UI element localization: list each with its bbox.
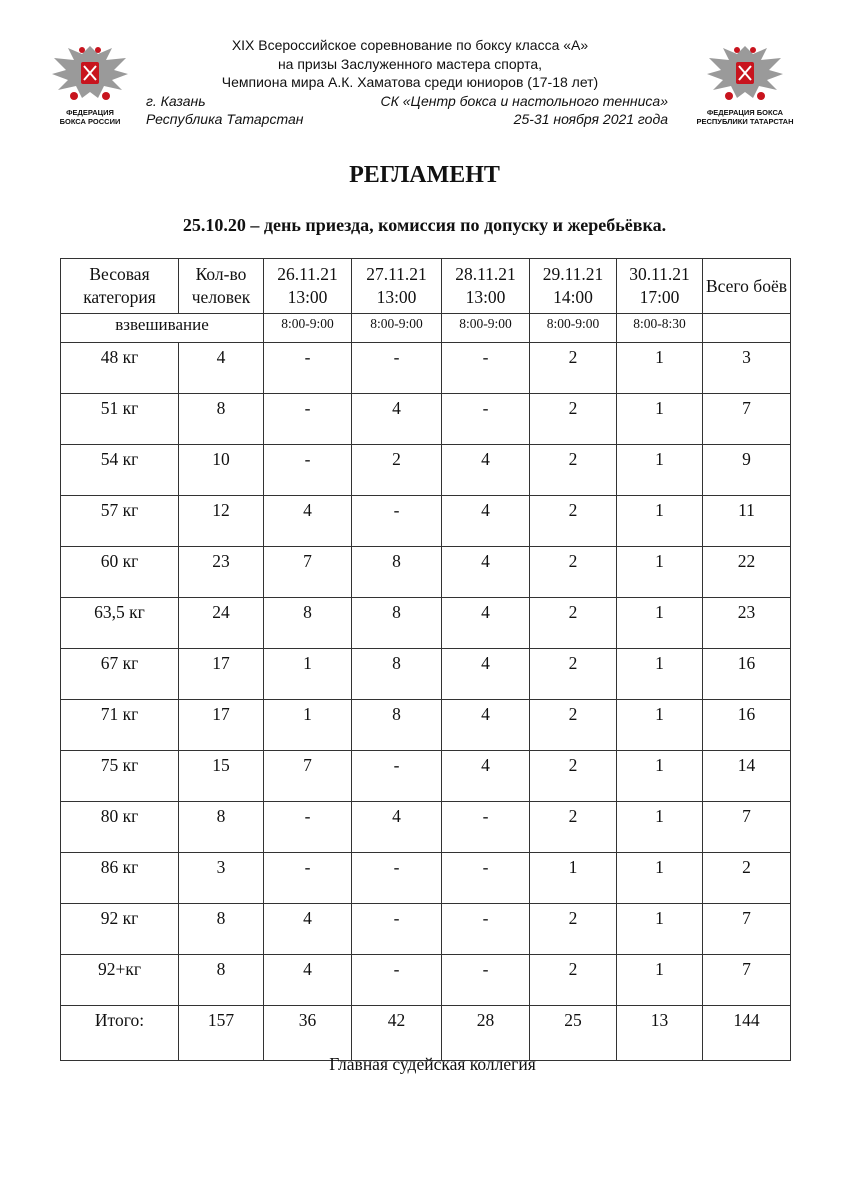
weigh-in-time: 8:00-8:30: [617, 314, 703, 343]
page-subtitle: 25.10.20 – день приезда, комиссия по допуску и жеребьёвка.: [182, 215, 667, 235]
table-cell: 2: [530, 547, 617, 598]
table-cell: 7: [703, 955, 791, 1006]
table-cell: -: [264, 445, 352, 496]
weigh-in-label: взвешивание: [61, 314, 264, 343]
table-cell: 8: [179, 394, 264, 445]
col-header-day-4: 29.11.21 14:00: [530, 259, 617, 314]
table-cell: 8: [352, 649, 442, 700]
table-cell: 2: [352, 445, 442, 496]
table-cell: 8: [179, 904, 264, 955]
page-title: РЕГЛАМЕНТ: [349, 162, 500, 188]
footer-signature: Главная судейская коллегия: [329, 1054, 536, 1074]
weigh-in-time: 8:00-9:00: [264, 314, 352, 343]
table-cell: 4: [352, 802, 442, 853]
table-cell: 4: [442, 496, 530, 547]
event-header: [140, 36, 680, 129]
double-headed-eagle-emblem-icon: [703, 40, 787, 106]
table-cell: 1: [617, 955, 703, 1006]
table-cell: 17: [179, 700, 264, 751]
table-cell: 1: [264, 700, 352, 751]
table-cell: 1: [617, 445, 703, 496]
table-cell: -: [352, 751, 442, 802]
col-header-count: Кол-во человек: [179, 259, 264, 314]
table-cell: -: [442, 955, 530, 1006]
header-line-1: XIX Всероссийское соревнование по боксу класса «А»: [231, 37, 589, 53]
header-location-row: [140, 92, 680, 111]
table-cell: 4: [442, 598, 530, 649]
table-cell: 3: [703, 343, 791, 394]
col-header-day-2: 27.11.21 13:00: [352, 259, 442, 314]
table-cell: 2: [530, 751, 617, 802]
table-cell: 3: [179, 853, 264, 904]
table-cell: 23: [703, 598, 791, 649]
table-cell: 4: [442, 700, 530, 751]
table-cell: 23: [179, 547, 264, 598]
table-cell: 2: [530, 496, 617, 547]
schedule-table: [60, 258, 791, 1061]
table-row: [61, 598, 791, 649]
table-cell: 24: [179, 598, 264, 649]
table-cell: 7: [703, 802, 791, 853]
header-city: г. Казань: [146, 92, 206, 109]
weight-category-cell: 75 кг: [61, 751, 179, 802]
table-cell: -: [352, 904, 442, 955]
header-region: Республика Татарстан: [146, 111, 304, 127]
table-cell: 8: [352, 598, 442, 649]
table-row: [61, 904, 791, 955]
table-cell: 2: [530, 445, 617, 496]
table-row: [61, 853, 791, 904]
table-row: [61, 649, 791, 700]
table-cell: 4: [264, 904, 352, 955]
table-cell: 7: [264, 751, 352, 802]
table-row: [61, 445, 791, 496]
table-cell: 4: [442, 547, 530, 598]
table-cell: 2: [530, 802, 617, 853]
table-cell: 7: [703, 394, 791, 445]
table-cell: 1: [617, 853, 703, 904]
table-cell: 4: [442, 649, 530, 700]
col-header-day-5: 30.11.21 17:00: [617, 259, 703, 314]
table-cell: 1: [617, 547, 703, 598]
table-cell: 2: [530, 343, 617, 394]
table-row: [61, 496, 791, 547]
table-row: [61, 802, 791, 853]
table-cell: 1: [617, 700, 703, 751]
table-cell: 1: [617, 394, 703, 445]
table-cell: 1: [617, 904, 703, 955]
weight-category-cell: 60 кг: [61, 547, 179, 598]
table-cell: 1: [617, 598, 703, 649]
weight-category-cell: 67 кг: [61, 649, 179, 700]
col-header-category: Весовая категория: [61, 259, 179, 314]
logo-caption-right: ФЕДЕРАЦИЯ БОКСА РЕСПУБЛИКИ ТАТАРСТАН: [696, 108, 794, 126]
table-cell: 10: [179, 445, 264, 496]
table-cell: 8: [352, 700, 442, 751]
table-cell: -: [352, 955, 442, 1006]
table-cell: 1: [617, 649, 703, 700]
table-cell: 8: [264, 598, 352, 649]
table-cell: 4: [264, 955, 352, 1006]
table-cell: 2: [530, 394, 617, 445]
table-cell: -: [442, 802, 530, 853]
header-dates: 25-31 ноября 2021 года: [513, 111, 668, 127]
weight-category-cell: 80 кг: [61, 802, 179, 853]
table-row: [61, 955, 791, 1006]
table-cell: 4: [442, 751, 530, 802]
table-cell: 2: [530, 598, 617, 649]
header-region-row: [140, 110, 680, 129]
table-cell: 12: [179, 496, 264, 547]
table-cell: 2: [530, 955, 617, 1006]
table-cell: -: [352, 853, 442, 904]
table-cell: 4: [352, 394, 442, 445]
table-cell: 2: [530, 904, 617, 955]
table-row: [61, 547, 791, 598]
table-row: [61, 700, 791, 751]
table-cell: 2: [530, 649, 617, 700]
weight-category-cell: 57 кг: [61, 496, 179, 547]
totals-label: Итого:: [61, 1006, 179, 1061]
double-headed-eagle-emblem-icon: [48, 40, 132, 106]
total-cell: 157: [179, 1006, 264, 1061]
col-header-total: Всего боёв: [703, 259, 791, 314]
weight-category-cell: 71 кг: [61, 700, 179, 751]
table-row: [61, 343, 791, 394]
total-cell: 28: [442, 1006, 530, 1061]
col-header-day-3: 28.11.21 13:00: [442, 259, 530, 314]
table-cell: 1: [617, 751, 703, 802]
weight-category-cell: 63,5 кг: [61, 598, 179, 649]
table-cell: 1: [617, 496, 703, 547]
federation-logo-tatarstan: [680, 40, 810, 126]
weigh-in-empty: [703, 314, 791, 343]
table-cell: -: [264, 802, 352, 853]
header-line-3: Чемпиона мира А.К. Хаматова среди юниоров (17-18 лет): [221, 74, 599, 90]
table-cell: 1: [617, 343, 703, 394]
total-cell: 25: [530, 1006, 617, 1061]
table-cell: 11: [703, 496, 791, 547]
table-cell: -: [442, 904, 530, 955]
weight-category-cell: 92+кг: [61, 955, 179, 1006]
table-header-row: [61, 259, 791, 314]
table-cell: 1: [617, 802, 703, 853]
weigh-in-time: 8:00-9:00: [530, 314, 617, 343]
table-row: [61, 751, 791, 802]
table-cell: 2: [703, 853, 791, 904]
table-cell: 8: [179, 955, 264, 1006]
table-cell: 22: [703, 547, 791, 598]
table-cell: 17: [179, 649, 264, 700]
header-venue: СК «Центр бокса и настольного тенниса»: [380, 92, 668, 109]
table-row: [61, 394, 791, 445]
weight-category-cell: 48 кг: [61, 343, 179, 394]
table-cell: -: [264, 343, 352, 394]
weight-category-cell: 54 кг: [61, 445, 179, 496]
total-cell: 13: [617, 1006, 703, 1061]
table-cell: -: [352, 496, 442, 547]
table-cell: 4: [442, 445, 530, 496]
table-cell: 16: [703, 649, 791, 700]
table-cell: -: [352, 343, 442, 394]
table-cell: 9: [703, 445, 791, 496]
logo-caption-left: ФЕДЕРАЦИЯ БОКСА РОССИИ: [59, 108, 121, 126]
total-cell: 42: [352, 1006, 442, 1061]
table-cell: 8: [352, 547, 442, 598]
table-cell: -: [264, 853, 352, 904]
weight-category-cell: 92 кг: [61, 904, 179, 955]
totals-row: [61, 1006, 791, 1061]
table-cell: 1: [530, 853, 617, 904]
table-cell: 2: [530, 700, 617, 751]
weight-category-cell: 51 кг: [61, 394, 179, 445]
table-cell: 4: [179, 343, 264, 394]
table-cell: -: [442, 853, 530, 904]
table-cell: 8: [179, 802, 264, 853]
weight-category-cell: 86 кг: [61, 853, 179, 904]
table-cell: 7: [703, 904, 791, 955]
header-line-2: на призы Заслуженного мастера спорта,: [277, 55, 543, 72]
total-cell: 36: [264, 1006, 352, 1061]
weigh-in-time: 8:00-9:00: [442, 314, 530, 343]
weigh-in-row: [61, 314, 791, 343]
table-cell: -: [442, 394, 530, 445]
federation-logo-russia: [25, 40, 155, 126]
total-cell: 144: [703, 1006, 791, 1061]
table-cell: 16: [703, 700, 791, 751]
table-cell: 1: [264, 649, 352, 700]
table-cell: 15: [179, 751, 264, 802]
table-cell: -: [442, 343, 530, 394]
weigh-in-time: 8:00-9:00: [352, 314, 442, 343]
table-cell: 4: [264, 496, 352, 547]
table-cell: 7: [264, 547, 352, 598]
table-cell: 14: [703, 751, 791, 802]
col-header-day-1: 26.11.21 13:00: [264, 259, 352, 314]
table-cell: -: [264, 394, 352, 445]
